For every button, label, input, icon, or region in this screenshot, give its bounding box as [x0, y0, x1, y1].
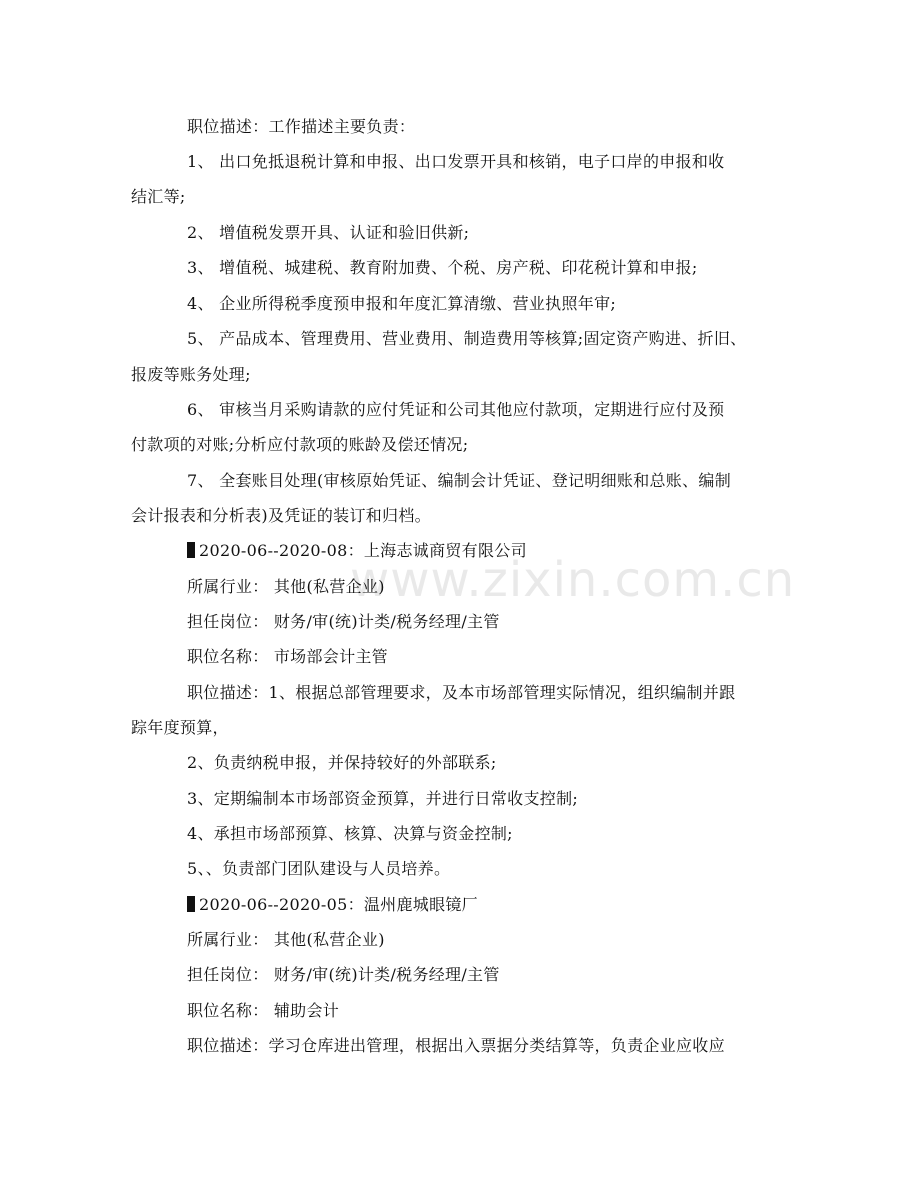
- job-description-cont: 踪年度预算，: [131, 718, 229, 737]
- industry-line: 所属行业： 其他(私营企业): [187, 577, 385, 596]
- duty-item-6: 6、 审核当月采购请款的应付凭证和公司其他应付款项，定期进行应付及预: [187, 400, 725, 419]
- duty-item-3: 3、 增值税、城建税、教育附加费、个税、房产税、印花税计算和申报;: [187, 258, 698, 277]
- job-description-line: 职位描述：学习仓库进出管理，根据出入票据分类结算等，负责企业应收应: [187, 1036, 725, 1055]
- position-line: 担任岗位： 财务/审(统)计类/税务经理/主管: [187, 965, 500, 984]
- duty-item-4: 4、 企业所得税季度预申报和年度汇算清缴、营业执照年审;: [187, 294, 617, 313]
- responsibility-item-2: 2、负责纳税申报，并保持较好的外部联系;: [187, 753, 497, 772]
- duty-item-1: 1、 出口免抵退税计算和申报、出口发票开具和核销，电子口岸的申报和收: [187, 152, 725, 171]
- responsibility-item-5: 5、、负责部门团队建设与人员培养。: [187, 859, 451, 878]
- bullet-marker-icon: [187, 542, 195, 558]
- duty-item-7: 7、 全套账目处理(审核原始凭证、编制会计凭证、登记明细账和总账、编制: [187, 471, 732, 490]
- job-entry-header: [187, 895, 478, 915]
- responsibility-item-3: 3、定期编制本市场部资金预算，并进行日常收支控制;: [187, 789, 579, 808]
- job-entry-title: 2020-06--2020-08：上海志诚商贸有限公司: [199, 541, 527, 560]
- job-description-heading: 职位描述：工作描述主要负责：: [187, 117, 416, 136]
- job-entry-header: [187, 541, 527, 561]
- watermark: www.zixin.com.cn: [350, 552, 796, 608]
- duty-item-7-cont: 会计报表和分析表)及凭证的装订和归档。: [131, 506, 431, 525]
- job-entry-title: 2020-06--2020-05：温州鹿城眼镜厂: [199, 895, 478, 914]
- responsibility-item-4: 4、承担市场部预算、核算、决算与资金控制;: [187, 824, 513, 843]
- position-line: 担任岗位： 财务/审(统)计类/税务经理/主管: [187, 612, 500, 631]
- job-title-line: 职位名称： 辅助会计: [187, 1001, 340, 1020]
- job-title-line: 职位名称： 市场部会计主管: [187, 647, 388, 666]
- duty-item-2: 2、 增值税发票开具、认证和验旧供新;: [187, 223, 470, 242]
- job-description-line: 职位描述：1、根据总部管理要求，及本市场部管理实际情况，组织编制并跟: [187, 683, 736, 702]
- industry-line: 所属行业： 其他(私营企业): [187, 930, 385, 949]
- duty-item-1-cont: 结汇等;: [131, 187, 186, 206]
- bullet-marker-icon: [187, 896, 195, 912]
- duty-item-5-cont: 报废等账务处理;: [131, 365, 251, 384]
- duty-item-6-cont: 付款项的对账;分析应付款项的账龄及偿还情况;: [131, 435, 469, 454]
- duty-item-5: 5、 产品成本、管理费用、营业费用、制造费用等核算;固定资产购进、折旧、: [187, 329, 747, 348]
